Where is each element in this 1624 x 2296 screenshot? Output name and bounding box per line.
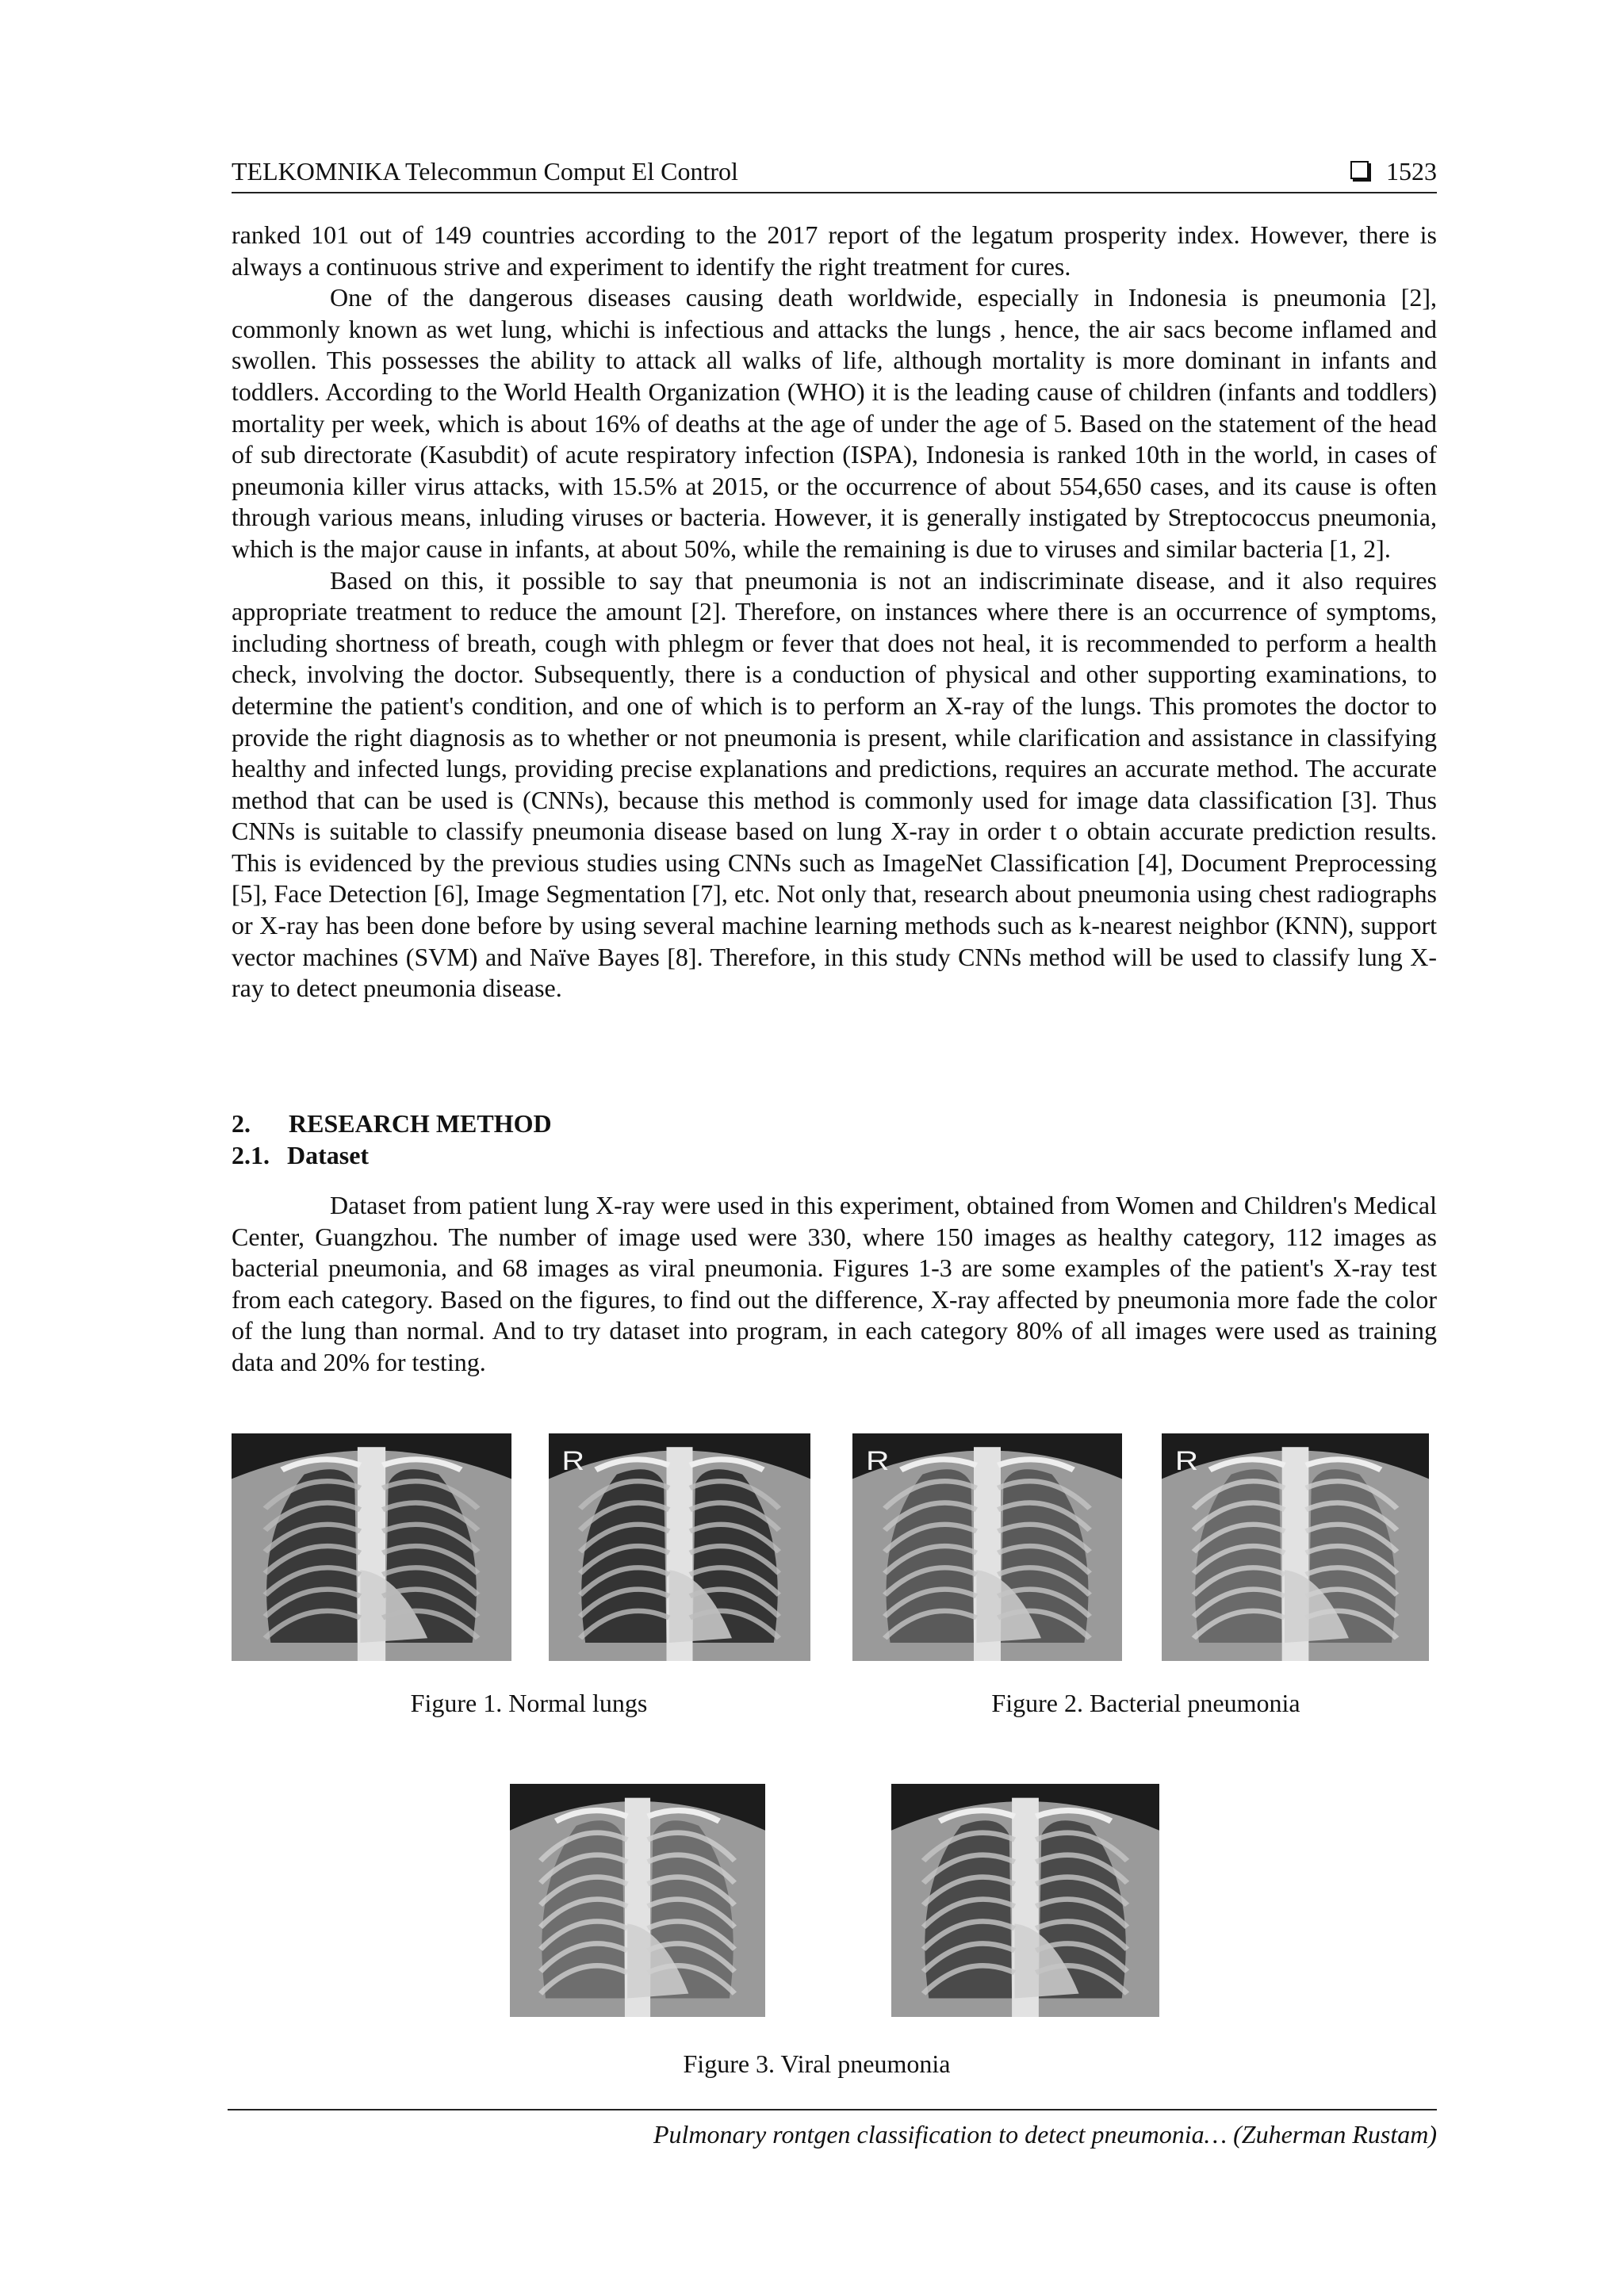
xray-drawing — [852, 1433, 1122, 1661]
xray-side-marker: R — [1174, 1445, 1199, 1476]
subsection-number: 2.1. — [232, 1141, 270, 1169]
paragraph-3: Based on this, it possible to say that pneumonia is not an indiscriminate disease, and it also requires appropriate treatment to reduce the amount [2]. Therefore, on instances where there is an occurrence of symptoms, including shortness of breath, cough with phlegm or fever that does not heal, it is recommended to perform a health check, involving the doctor. Subsequently, there is a conduction of physical and other supporting examinations, to determine the patient's condition, and one of which is to perform an X-ray of the lungs. This promotes the doctor to provide the right diagnosis as to whether or not pneumonia is present, while clarification and assistance in classifying healthy and infected lungs, providing precise explanations and predictions, requires an accurate method. The accurate method that can be used is (CNNs), because this method is commonly used for image data classification [3]. Thus CNNs is suitable to classify pneumonia disease based on lung X-ray in order t o obtain accurate prediction results. This is evidenced by the previous studies using CNNs such as ImageNet Classification [4], Document Preprocessing [5], Face Detection [6], Image Segmentation [7], etc. Not only that, research about pneumonia using chest radiographs or X-ray has been done before by using several machine learning methods such as k-nearest neighbor (KNN), support vector machines (SVM) and Naïve Bayes [8]. Therefore, in this study CNNs method will be used to classify lung X-ray to detect pneumonia disease. — [232, 565, 1437, 1003]
page-number: 1523 — [1386, 157, 1437, 186]
running-footer — [228, 2109, 1437, 2150]
page-number-block — [1350, 157, 1437, 186]
section-number: 2. — [232, 1109, 251, 1138]
paragraph-2: One of the dangerous diseases causing death worldwide, especially in Indonesia is pneumonia [2], commonly known as wet lung, whichi is infectious and attacks the lungs , hence, the air sacs become inflamed and swollen. This possesses the ability to attack all walks of life, although mortality is more dominant in infants and toddlers. According to the World Health Organization (WHO) it is the leading cause of children (infants and toddlers) mortality per week, which is about 16% of deaths at the age of under the age of 5. Based on the statement of the head of sub directorate (Kasubdit) of acute respiratory infection (ISPA), Indonesia is ranked 10th in the world, in cases of pneumonia killer virus attacks, with 15.5% at 2015, or the occurrence of about 554,650 cases, and its cause is often through various means, inluding viruses or bacteria. However, it is generally instigated by Streptococcus pneumonia, which is the major cause in infants, at about 50%, while the remaining is due to viruses and similar bacteria [1, 2]. — [232, 283, 1437, 563]
checkbox-square-icon — [1350, 161, 1369, 179]
xray-drawing — [232, 1433, 511, 1661]
section-title: RESEARCH METHOD — [289, 1109, 552, 1138]
footer-text: Pulmonary rontgen classification to detect pneumonia… (Zuherman Rustam) — [653, 2120, 1437, 2149]
xray-viral-2 — [891, 1784, 1159, 2017]
xray-drawing — [1162, 1433, 1429, 1661]
subsection-heading — [232, 1140, 1437, 1172]
dataset-paragraph: Dataset from patient lung X-ray were used in this experiment, obtained from Women and Children's Medical Center, Guangzhou. The number of image used were 330, where 150 images as healthy category, 112 images as bacterial pneumonia, and 68 images as viral pneumonia. Figures 1-3 are some examples of the patient's X-ray test from each category. Based on the figures, to find out the difference, X-ray affected by pneumonia more fade the color of the lung than normal. And to try dataset into program, in each category 80% of all images were used as training data and 20% for testing. — [232, 1191, 1437, 1376]
journal-name: TELKOMNIKA Telecommun Comput El Control — [232, 157, 738, 186]
xray-drawing — [510, 1784, 765, 2017]
running-header — [232, 152, 1437, 193]
figure-1-caption: Figure 1. Normal lungs — [410, 1689, 648, 1717]
xray-bacterial-2 — [1162, 1433, 1429, 1661]
dataset-text — [232, 1190, 1437, 1379]
xray-side-marker: R — [866, 1445, 890, 1476]
xray-normal-2 — [549, 1433, 810, 1661]
body-text — [232, 220, 1437, 1004]
xray-bacterial-1 — [852, 1433, 1122, 1661]
figure-2-caption: Figure 2. Bacterial pneumonia — [991, 1689, 1300, 1717]
paragraph-1: ranked 101 out of 149 countries according to the 2017 report of the legatum prosperity index. However, there is always a continuous strive and experiment to identify the right treatment for cures. — [232, 220, 1437, 281]
figure-3-caption: Figure 3. Viral pneumonia — [683, 2049, 951, 2078]
subsection-title: Dataset — [287, 1141, 370, 1169]
xray-drawing — [891, 1784, 1159, 2017]
xray-viral-1 — [510, 1784, 765, 2017]
section-heading — [232, 1108, 1437, 1140]
xray-drawing — [549, 1433, 810, 1661]
xray-normal-1 — [232, 1433, 511, 1661]
xray-side-marker: R — [561, 1445, 585, 1476]
